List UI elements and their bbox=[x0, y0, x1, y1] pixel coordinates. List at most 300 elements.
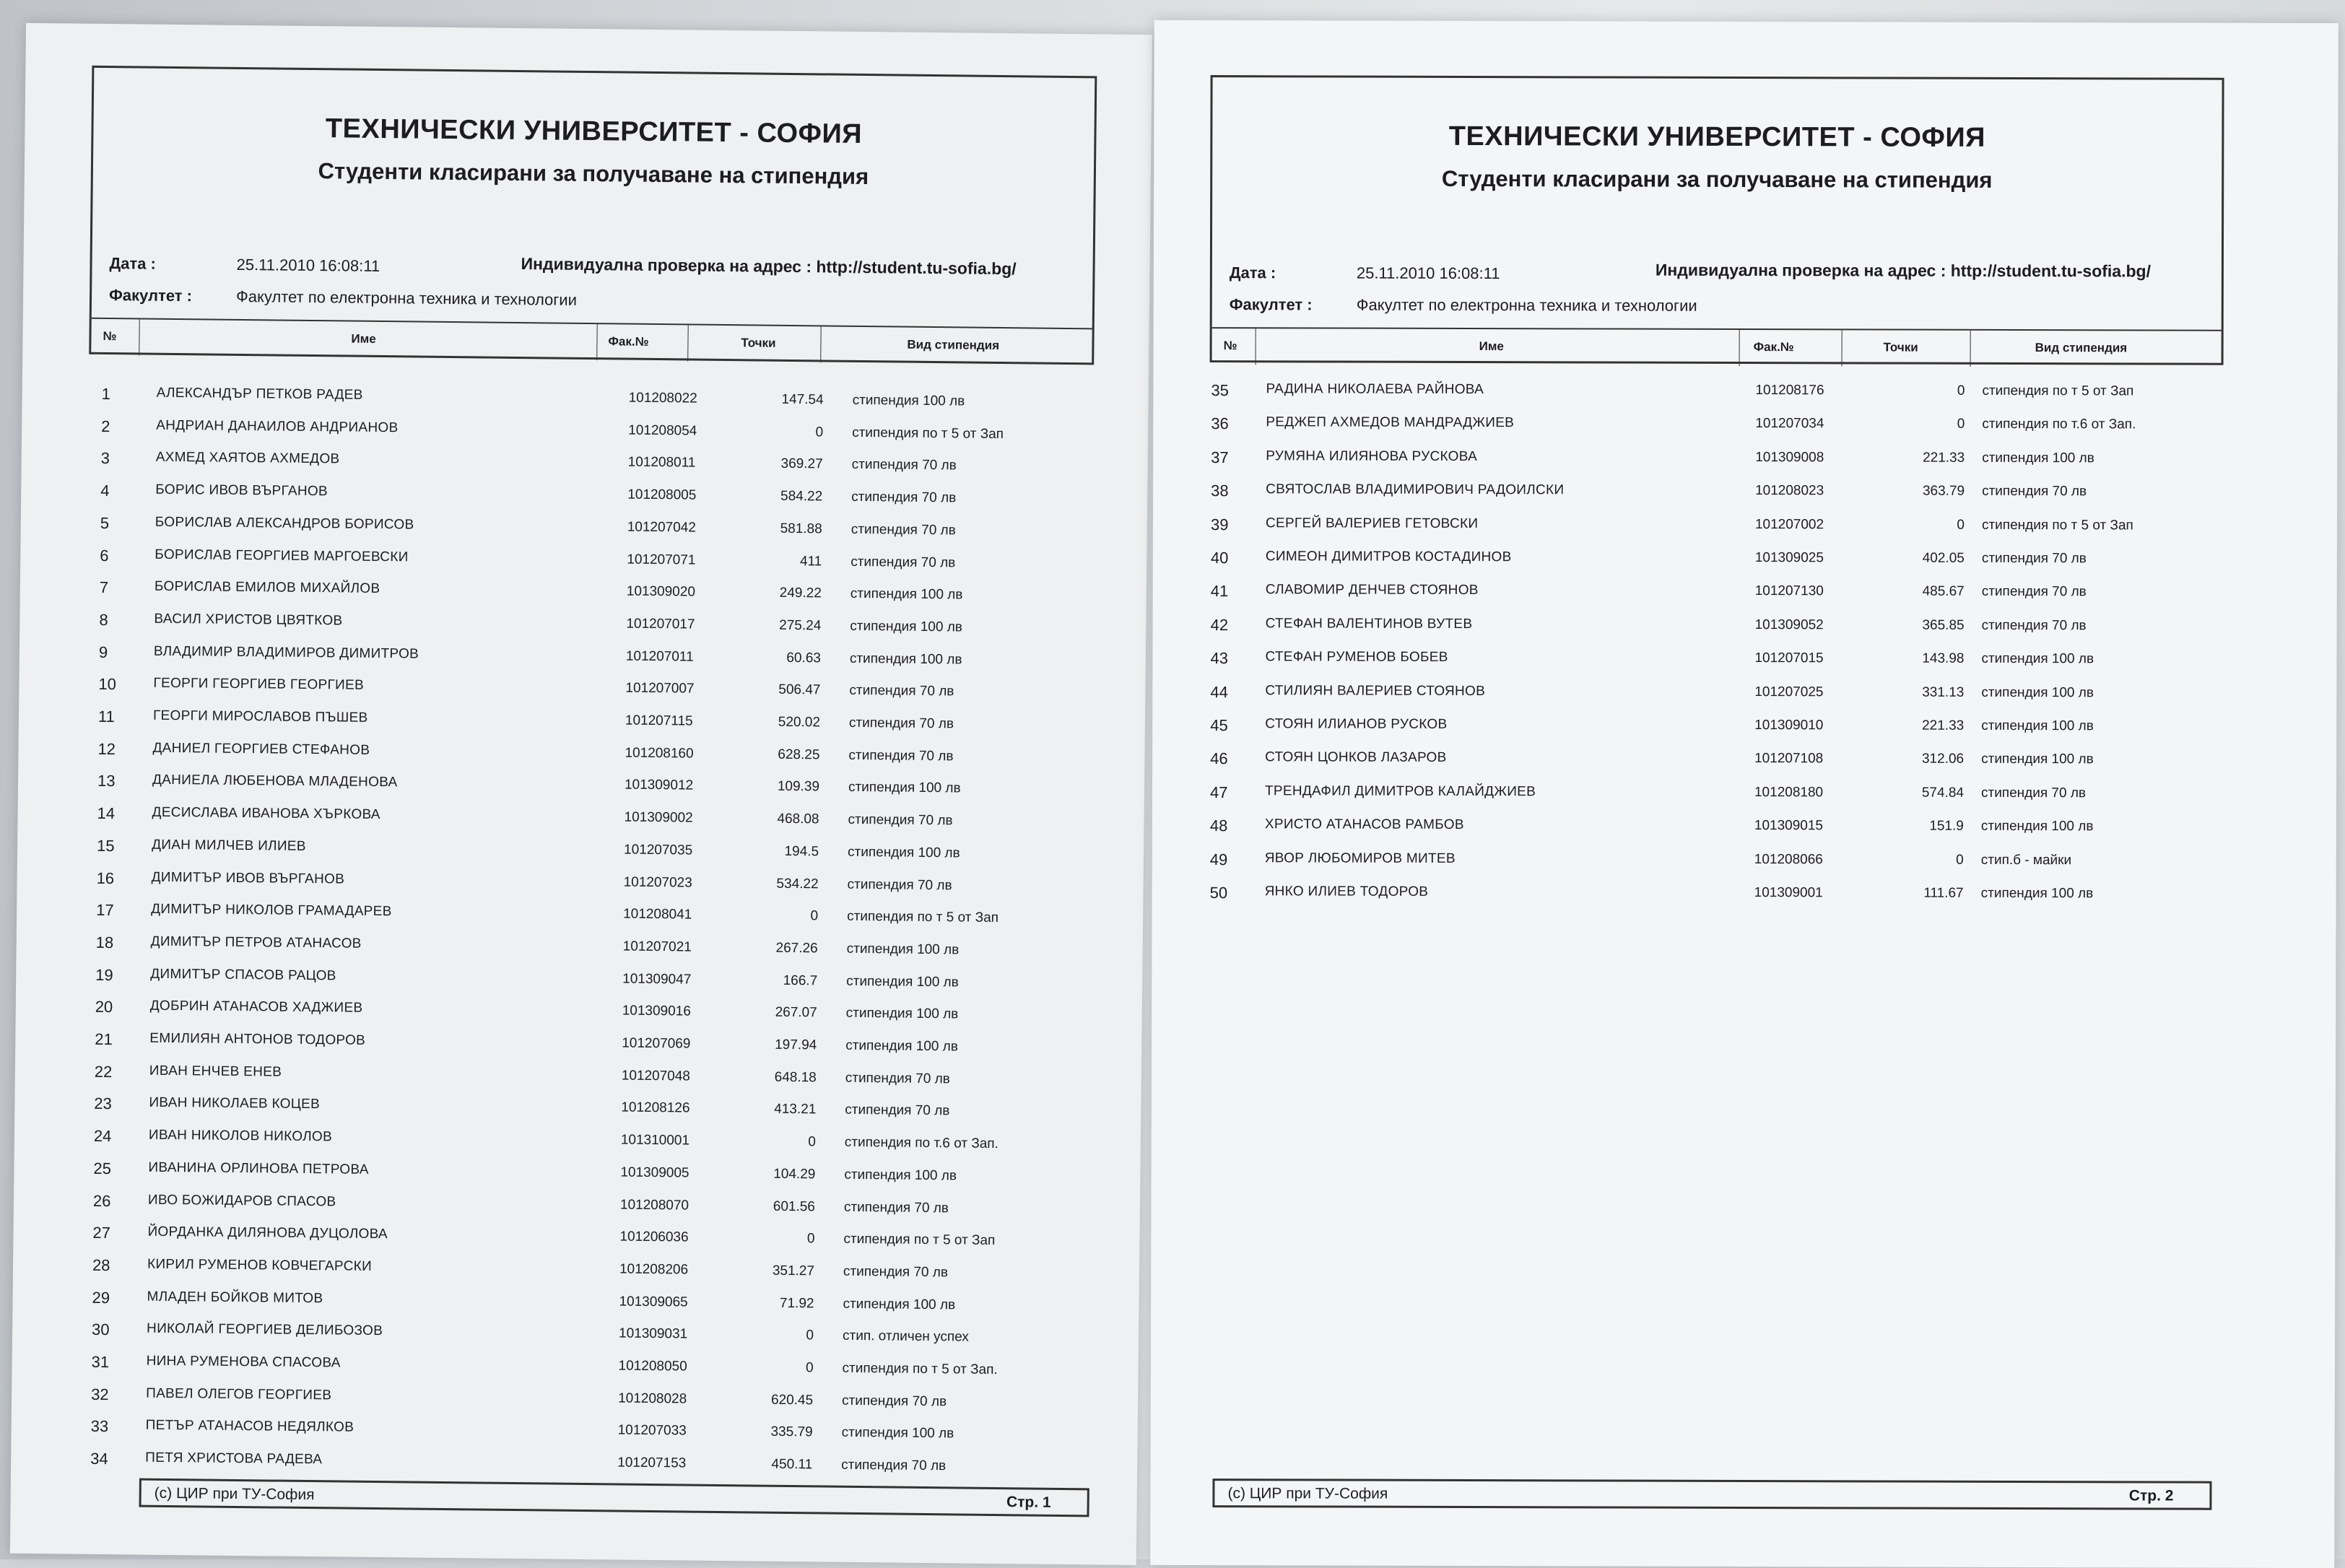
points-value: 249.22 bbox=[779, 585, 822, 601]
student-name: ДИМИТЪР СПАСОВ РАЦОВ bbox=[150, 966, 336, 983]
scholarship-type: стипендия по т 5 от Зап. bbox=[842, 1360, 998, 1378]
student-name: ГЕОРГИ МИРОСЛАВОВ ПЪШЕВ bbox=[152, 707, 368, 726]
faculty-number: 101309008 bbox=[1755, 449, 1824, 466]
faculty-number: 101309001 bbox=[1754, 885, 1823, 901]
row-number: 10 bbox=[98, 675, 117, 694]
page-2-sheet bbox=[1150, 20, 2339, 1568]
points-value: 620.45 bbox=[770, 1392, 814, 1408]
scholarship-type: стипендия 100 лв bbox=[1982, 450, 2094, 466]
faculty-number: 101207035 bbox=[623, 842, 693, 858]
student-name: СТЕФАН РУМЕНОВ БОБЕВ bbox=[1265, 649, 1448, 666]
row-number: 38 bbox=[1211, 482, 1229, 500]
faculty-number: 101208022 bbox=[628, 390, 697, 406]
scholarship-type: стипендия 100 лв bbox=[850, 586, 963, 603]
row-number: 48 bbox=[1209, 816, 1228, 835]
row-number: 25 bbox=[93, 1159, 112, 1177]
faculty-number: 101207108 bbox=[1754, 751, 1824, 767]
points-value: 221.33 bbox=[1923, 450, 1965, 466]
student-name: МЛАДЕН БОЙКОВ МИТОВ bbox=[147, 1289, 323, 1306]
student-name: ЙОРДАНКА ДИЛЯНОВА ДУЦОЛОВА bbox=[147, 1224, 388, 1242]
faculty-row bbox=[1230, 295, 2204, 317]
student-name: ИВО БОЖИДАРОВ СПАСОВ bbox=[147, 1192, 336, 1209]
points-value: 534.22 bbox=[776, 876, 819, 892]
points-value: 581.88 bbox=[780, 521, 822, 537]
points-value: 331.13 bbox=[1922, 684, 1965, 700]
scholarship-type: стипендия 100 лв bbox=[1980, 885, 2094, 902]
student-name: ГЕОРГИ ГЕОРГИЕВ ГЕОРГИЕВ bbox=[153, 676, 365, 694]
row-number: 7 bbox=[99, 578, 109, 597]
faculty-value: Факултет по електронна техника и технологии bbox=[235, 287, 578, 309]
points-value: 0 bbox=[815, 424, 824, 440]
table-row bbox=[1152, 649, 2336, 685]
student-name: БОРИСЛАВ ЕМИЛОВ МИХАЙЛОВ bbox=[154, 578, 380, 597]
points-value: 312.06 bbox=[1921, 752, 1965, 767]
row-number: 23 bbox=[94, 1094, 112, 1113]
col-points: Точки bbox=[1883, 340, 1918, 354]
student-name: СЛАВОМИР ДЕНЧЕВ СТОЯНОВ bbox=[1265, 582, 1479, 598]
faculty-number: 101208126 bbox=[621, 1099, 690, 1116]
col-no: № bbox=[1223, 339, 1237, 353]
faculty-number: 101207115 bbox=[625, 713, 693, 729]
scholarship-type: стипендия 70 лв bbox=[849, 683, 954, 700]
faculty-number: 101309012 bbox=[624, 777, 694, 793]
faculty-number: 101309005 bbox=[620, 1164, 689, 1181]
faculty-number: 101207069 bbox=[622, 1035, 691, 1052]
points-value: 267.07 bbox=[775, 1005, 817, 1021]
scholarship-type: стипендия 70 лв bbox=[1981, 550, 2087, 567]
scholarship-type: стипендия 70 лв bbox=[1981, 584, 2087, 600]
student-name: АНДРИАН ДАНАИЛОВ АНДРИАНОВ bbox=[156, 417, 399, 435]
scholarship-type: стипендия по т.6 от Зап. bbox=[844, 1134, 999, 1152]
points-value: 60.63 bbox=[786, 650, 822, 666]
row-number: 17 bbox=[96, 901, 114, 920]
student-name: АЛЕКСАНДЪР ПЕТКОВ РАДЕВ bbox=[156, 385, 363, 403]
points-value: 0 bbox=[806, 1231, 815, 1247]
student-name: ВАСИЛ ХРИСТОВ ЦВЯТКОВ bbox=[154, 611, 343, 629]
scholarship-type: стипендия 70 лв bbox=[845, 1070, 950, 1087]
student-name: ЯНКО ИЛИЕВ ТОДОРОВ bbox=[1264, 884, 1429, 900]
points-value: 506.47 bbox=[778, 682, 821, 698]
student-name: БОРИС ИВОВ ВЪРГАНОВ bbox=[155, 482, 329, 500]
student-name: ПЕТЪР АТАНАСОВ НЕДЯЛКОВ bbox=[145, 1418, 354, 1436]
points-value: 197.94 bbox=[775, 1037, 817, 1053]
points-value: 0 bbox=[1957, 517, 1965, 533]
row-number: 50 bbox=[1209, 884, 1228, 902]
row-number: 34 bbox=[90, 1449, 108, 1468]
row-number: 2 bbox=[101, 417, 110, 435]
faculty-number: 101207011 bbox=[625, 648, 694, 665]
faculty-number: 101207034 bbox=[1755, 416, 1824, 432]
student-name: АХМЕД ХАЯТОВ АХМЕДОВ bbox=[155, 450, 340, 467]
scholarship-type: стипендия 70 лв bbox=[1982, 484, 2087, 500]
points-value: 221.33 bbox=[1922, 718, 1965, 733]
faculty-number: 101208028 bbox=[618, 1390, 687, 1407]
points-value: 0 bbox=[1956, 852, 1964, 868]
points-value: 104.29 bbox=[773, 1166, 816, 1182]
scholarship-type: стипендия 100 лв bbox=[848, 780, 961, 796]
scholarship-type: стипендия по т.6 от Зап. bbox=[1982, 417, 2136, 432]
row-number: 9 bbox=[98, 643, 108, 661]
scholarship-type: стипендия 100 лв bbox=[846, 973, 959, 990]
points-value: 147.54 bbox=[781, 391, 824, 408]
col-type: Вид стипендия bbox=[2035, 341, 2128, 355]
student-name: ИВАНИНА ОРЛИНОВА ПЕТРОВА bbox=[148, 1159, 369, 1177]
faculty-number: 101207130 bbox=[1754, 583, 1824, 599]
row-number: 4 bbox=[100, 482, 110, 500]
scholarship-type: стипендия 100 лв bbox=[1981, 752, 2094, 767]
table-row bbox=[1153, 549, 2337, 585]
points-value: 335.79 bbox=[770, 1424, 813, 1440]
student-name: СТИЛИЯН ВАЛЕРИЕВ СТОЯНОВ bbox=[1265, 682, 1486, 699]
table-row bbox=[1153, 582, 2337, 618]
footer-copyright: (с) ЦИР при ТУ-София bbox=[1227, 1485, 1388, 1502]
points-value: 411 bbox=[799, 553, 822, 569]
check-address-text: Индивидуална проверка на адрес : http://student.tu-sofia.bg/ bbox=[521, 254, 1017, 279]
row-number: 1 bbox=[101, 384, 111, 404]
table-row bbox=[1152, 749, 2336, 785]
faculty-number: 101208023 bbox=[1755, 483, 1824, 499]
scholarship-type: стипендия 100 лв bbox=[845, 1037, 958, 1055]
table-row bbox=[1153, 381, 2337, 417]
faculty-number: 101207071 bbox=[627, 552, 696, 568]
row-number: 22 bbox=[94, 1062, 113, 1081]
points-value: 369.27 bbox=[780, 456, 823, 472]
scholarship-type: стипендия по т 5 от Зап bbox=[843, 1231, 996, 1249]
row-number: 32 bbox=[91, 1385, 109, 1403]
scholarship-type: стипендия 70 лв bbox=[851, 457, 957, 474]
points-value: 0 bbox=[1957, 417, 1965, 432]
faculty-number: 101309020 bbox=[626, 583, 696, 600]
points-value: 468.08 bbox=[777, 811, 819, 827]
row-number: 24 bbox=[93, 1126, 112, 1146]
row-number: 3 bbox=[100, 449, 110, 468]
scholarship-type: стипендия по т 5 от Зап bbox=[1981, 517, 2133, 533]
row-number: 5 bbox=[100, 513, 110, 532]
scholarship-type: стипендия 100 лв bbox=[852, 392, 965, 409]
student-name: СВЯТОСЛАВ ВЛАДИМИРОВИЧ РАДОИЛСКИ bbox=[1266, 482, 1565, 498]
scholarship-type: стипендия 100 лв bbox=[1980, 819, 2094, 835]
student-name: БОРИСЛАВ ГЕОРГИЕВ МАРГОЕВСКИ bbox=[155, 546, 409, 565]
student-name: НИНА РУМЕНОВА СПАСОВА bbox=[146, 1353, 341, 1371]
scholarship-type: стипендия 100 лв bbox=[841, 1425, 954, 1442]
student-name: ДИМИТЪР ПЕТРОВ АТАНАСОВ bbox=[150, 933, 362, 951]
date-value: 25.11.2010 16:08:11 bbox=[1356, 263, 1500, 283]
points-value: 267.26 bbox=[775, 940, 818, 957]
faculty-number: 101310001 bbox=[620, 1132, 690, 1149]
column-header-row bbox=[91, 318, 1092, 366]
row-number: 26 bbox=[92, 1191, 111, 1210]
student-name: ТРЕНДАФИЛ ДИМИТРОВ КАЛАЙДЖИЕВ bbox=[1264, 783, 1536, 800]
table-row bbox=[1152, 716, 2336, 752]
row-number: 27 bbox=[92, 1224, 111, 1242]
student-name: ИВАН НИКОЛАЕВ КОЦЕВ bbox=[149, 1095, 321, 1112]
row-number: 43 bbox=[1210, 649, 1229, 668]
points-value: 151.9 bbox=[1929, 818, 1964, 834]
student-name: ПАВЕЛ ОЛЕГОВ ГЕОРГИЕВ bbox=[146, 1385, 332, 1403]
student-name: СИМЕОН ДИМИТРОВ КОСТАДИНОВ bbox=[1265, 549, 1512, 565]
faculty-number: 101207002 bbox=[1754, 516, 1824, 532]
faculty-number: 101207048 bbox=[621, 1068, 691, 1084]
col-type: Вид стипендия bbox=[907, 337, 1000, 352]
student-name: ДИАН МИЛЧЕВ ИЛИЕВ bbox=[152, 837, 306, 854]
faculty-number: 101309065 bbox=[619, 1294, 688, 1310]
column-header-row bbox=[1212, 327, 2222, 367]
points-value: 275.24 bbox=[779, 617, 822, 634]
faculty-number: 101207033 bbox=[617, 1422, 687, 1439]
row-number: 35 bbox=[1211, 381, 1229, 400]
points-value: 574.84 bbox=[1921, 785, 1965, 801]
points-value: 413.21 bbox=[774, 1102, 817, 1118]
col-fac: Фак.№ bbox=[608, 334, 649, 349]
faculty-number: 101208070 bbox=[619, 1197, 689, 1214]
row-number: 13 bbox=[97, 772, 116, 790]
scholarship-type: стипендия 70 лв bbox=[843, 1199, 949, 1216]
scholarship-type: стипендия 70 лв bbox=[848, 811, 953, 829]
faculty-number: 101208011 bbox=[627, 454, 696, 471]
student-name: НИКОЛАЙ ГЕОРГИЕВ ДЕЛИБОЗОВ bbox=[147, 1320, 383, 1339]
scholarship-type: стип. отличен успех bbox=[842, 1328, 969, 1345]
scholarship-type: стипендия по т 5 от Зап bbox=[852, 424, 1004, 442]
check-address-text: Индивидуална проверка на адрес : http://student.tu-sofia.bg/ bbox=[1655, 260, 2152, 281]
scholarship-type: стипендия 70 лв bbox=[842, 1393, 947, 1409]
col-no: № bbox=[103, 328, 117, 344]
faculty-number: 101208206 bbox=[619, 1261, 689, 1278]
faculty-number: 101309025 bbox=[1754, 550, 1824, 566]
faculty-row bbox=[109, 286, 1075, 315]
row-number: 49 bbox=[1209, 850, 1228, 868]
rows-page-1 bbox=[22, 384, 1149, 1474]
student-name: ПЕТЯ ХРИСТОВА РАДЕВА bbox=[145, 1450, 323, 1468]
faculty-number: 101206036 bbox=[619, 1229, 689, 1245]
faculty-label: Факултет : bbox=[1229, 295, 1313, 314]
document-subtitle: Студенти класирани за получаване на стипендия bbox=[1441, 165, 1993, 193]
student-name: ХРИСТО АТАНАСОВ РАМБОВ bbox=[1264, 816, 1464, 833]
scholarship-type: стипендия 100 лв bbox=[849, 650, 962, 668]
faculty-number: 101207023 bbox=[623, 874, 692, 891]
student-name: ДОБРИН АТАНАСОВ ХАДЖИЕВ bbox=[149, 998, 363, 1016]
student-name: ДИМИТЪР НИКОЛОВ ГРАМАДАРЕВ bbox=[151, 901, 392, 920]
row-number: 19 bbox=[95, 965, 113, 984]
student-name: ДЕСИСЛАВА ИВАНОВА ХЪРКОВА bbox=[152, 804, 380, 823]
row-number: 33 bbox=[90, 1417, 109, 1436]
scholarship-type: стипендия 70 лв bbox=[847, 876, 952, 893]
faculty-number: 101208050 bbox=[618, 1358, 687, 1375]
points-value: 0 bbox=[805, 1360, 814, 1376]
table-row bbox=[1153, 616, 2337, 652]
faculty-label: Факултет : bbox=[108, 286, 193, 305]
scholarship-type: стипендия 70 лв bbox=[845, 1102, 950, 1119]
student-name: ДИМИТЪР ИВОВ ВЪРГАНОВ bbox=[151, 869, 345, 887]
row-number: 30 bbox=[91, 1320, 110, 1339]
scholarship-type: стипендия 100 лв bbox=[1981, 684, 2094, 700]
row-number: 47 bbox=[1209, 783, 1228, 801]
points-value: 0 bbox=[808, 1134, 816, 1150]
row-number: 39 bbox=[1210, 515, 1229, 533]
row-number: 6 bbox=[100, 546, 109, 565]
table-row bbox=[1152, 884, 2336, 920]
student-name: РЕДЖЕП АХМЕДОВ МАНДРАДЖИЕВ bbox=[1266, 414, 1515, 431]
points-value: 628.25 bbox=[778, 746, 820, 763]
points-value: 601.56 bbox=[773, 1198, 816, 1214]
scholarship-type: стипендия по т 5 от Зап bbox=[847, 908, 999, 926]
row-number: 8 bbox=[99, 610, 108, 629]
row-number: 16 bbox=[96, 868, 115, 887]
header-box bbox=[1210, 75, 2224, 365]
faculty-number: 101208054 bbox=[628, 422, 697, 439]
student-name: СТОЯН ЦОНКОВ ЛАЗАРОВ bbox=[1265, 749, 1447, 766]
row-number: 42 bbox=[1210, 615, 1229, 634]
scholarship-type: стипендия 70 лв bbox=[1981, 617, 2087, 634]
student-name: СТЕФАН ВАЛЕНТИНОВ ВУТЕВ bbox=[1265, 616, 1473, 632]
faculty-number: 101309047 bbox=[622, 971, 692, 988]
row-number: 31 bbox=[91, 1352, 110, 1372]
scholarship-type: стипендия 70 лв bbox=[848, 747, 954, 765]
faculty-number: 101208160 bbox=[625, 745, 694, 762]
col-points: Точки bbox=[741, 336, 776, 350]
scholarship-type: стипендия 70 лв bbox=[843, 1263, 949, 1281]
date-label: Дата : bbox=[109, 254, 157, 273]
date-row bbox=[109, 254, 1075, 283]
faculty-number: 101207017 bbox=[626, 616, 695, 632]
page-number: Стр. 1 bbox=[1006, 1494, 1051, 1511]
student-name: ИВАН НИКОЛОВ НИКОЛОВ bbox=[148, 1127, 333, 1145]
col-name: Име bbox=[1479, 339, 1504, 354]
scholarship-type: стипендия 100 лв bbox=[850, 618, 963, 635]
scholarship-type: стипендия 100 лв bbox=[1981, 718, 2094, 734]
student-name: ВЛАДИМИР ВЛАДИМИРОВ ДИМИТРОВ bbox=[153, 643, 419, 662]
scholarship-type: стипендия 100 лв bbox=[843, 1296, 956, 1313]
row-number: 18 bbox=[95, 933, 114, 952]
date-label: Дата : bbox=[1229, 263, 1276, 282]
points-value: 0 bbox=[810, 908, 819, 924]
faculty-number: 101207007 bbox=[625, 680, 695, 697]
table-row bbox=[1152, 816, 2336, 853]
row-number: 37 bbox=[1211, 448, 1229, 466]
points-value: 363.79 bbox=[1922, 483, 1965, 499]
faculty-number: 101208066 bbox=[1754, 851, 1823, 867]
faculty-number: 101207015 bbox=[1754, 650, 1824, 666]
row-number: 12 bbox=[97, 739, 116, 758]
faculty-number: 101309002 bbox=[624, 809, 693, 826]
faculty-number: 101207153 bbox=[617, 1455, 687, 1471]
faculty-number: 101207021 bbox=[622, 938, 692, 955]
page-number: Стр. 2 bbox=[2128, 1487, 2174, 1504]
faculty-number: 101309010 bbox=[1754, 718, 1824, 733]
faculty-number: 101309031 bbox=[618, 1325, 688, 1342]
scholarship-type: стипендия 100 лв bbox=[847, 844, 960, 861]
scholarship-type: стипендия 70 лв bbox=[850, 521, 956, 539]
points-value: 450.11 bbox=[771, 1456, 813, 1473]
points-value: 365.85 bbox=[1922, 617, 1965, 633]
row-number: 20 bbox=[95, 998, 113, 1016]
faculty-number: 101207025 bbox=[1754, 684, 1824, 700]
document-subtitle: Студенти класирани за получаване на стипендия bbox=[318, 158, 869, 190]
table-row bbox=[1152, 850, 2336, 886]
points-value: 143.98 bbox=[1922, 650, 1965, 666]
scholarship-type: стипендия по т 5 от Зап bbox=[1982, 383, 2134, 399]
table-row bbox=[1153, 482, 2337, 518]
student-name: СТОЯН ИЛИАНОВ РУСКОВ bbox=[1265, 716, 1448, 732]
points-value: 520.02 bbox=[778, 714, 821, 731]
university-title: ТЕХНИЧЕСКИ УНИВЕРСИТЕТ - СОФИЯ bbox=[325, 113, 863, 149]
student-name: ЯВОР ЛЮБОМИРОВ МИТЕВ bbox=[1264, 850, 1456, 866]
scholarship-type: стипендия 100 лв bbox=[846, 941, 960, 958]
header-box bbox=[89, 66, 1097, 365]
row-number: 40 bbox=[1210, 549, 1229, 567]
row-number: 45 bbox=[1210, 716, 1228, 735]
student-name: ДАНИЕЛА ЛЮБЕНОВА МЛАДЕНОВА bbox=[152, 772, 398, 790]
points-value: 71.92 bbox=[779, 1295, 814, 1311]
points-value: 485.67 bbox=[1922, 584, 1965, 600]
scholarship-type: стипендия 100 лв bbox=[844, 1167, 957, 1184]
table-row bbox=[1153, 448, 2337, 484]
col-name: Име bbox=[351, 331, 376, 346]
student-name: РУМЯНА ИЛИЯНОВА РУСКОВА bbox=[1266, 448, 1478, 464]
student-name: БОРИСЛАВ АЛЕКСАНДРОВ БОРИСОВ bbox=[155, 514, 414, 533]
points-value: 166.7 bbox=[783, 972, 818, 988]
faculty-number: 101309052 bbox=[1754, 617, 1824, 633]
rows-page-2 bbox=[1153, 381, 2337, 902]
table-row bbox=[1152, 783, 2336, 819]
row-number: 41 bbox=[1210, 582, 1229, 601]
date-value: 25.11.2010 16:08:11 bbox=[236, 255, 380, 275]
scholarship-type: стипендия 70 лв bbox=[848, 715, 954, 732]
faculty-value: Факултет по електронна техника и технологии bbox=[1356, 295, 1697, 315]
row-number: 21 bbox=[95, 1029, 113, 1049]
scholarship-type: стипендия 70 лв bbox=[1980, 785, 2087, 801]
faculty-number: 101208005 bbox=[627, 487, 697, 503]
student-name: ЕМИЛИЯН АНТОНОВ ТОДОРОВ bbox=[149, 1030, 366, 1048]
faculty-number: 101208180 bbox=[1754, 784, 1824, 801]
page-1-sheet bbox=[10, 23, 1152, 1565]
faculty-number: 101208176 bbox=[1755, 383, 1824, 398]
points-value: 351.27 bbox=[772, 1263, 815, 1279]
faculty-number: 101208041 bbox=[623, 906, 692, 923]
row-number: 29 bbox=[92, 1288, 110, 1307]
table-row bbox=[1153, 414, 2337, 450]
student-name: ИВАН ЕНЧЕВ ЕНЕВ bbox=[149, 1063, 282, 1080]
points-value: 584.22 bbox=[780, 488, 823, 505]
row-number: 15 bbox=[96, 836, 115, 855]
points-value: 194.5 bbox=[784, 843, 819, 860]
student-name: РАДИНА НИКОЛАЕВА РАЙНОВА bbox=[1266, 381, 1484, 398]
points-value: 0 bbox=[806, 1328, 814, 1343]
row-number: 36 bbox=[1211, 414, 1229, 433]
scholarship-type: стипендия 100 лв bbox=[845, 1006, 959, 1022]
points-value: 0 bbox=[1957, 383, 1965, 398]
table-row bbox=[1153, 515, 2337, 551]
row-number: 44 bbox=[1210, 682, 1228, 701]
row-number: 46 bbox=[1210, 749, 1228, 768]
scholarship-type: стипендия 70 лв bbox=[841, 1457, 947, 1474]
student-name: КИРИЛ РУМЕНОВ КОВЧЕГАРСКИ bbox=[147, 1256, 373, 1274]
row-number: 28 bbox=[92, 1255, 110, 1275]
scholarship-type: стипендия 70 лв bbox=[850, 554, 956, 570]
footer-copyright: (с) ЦИР при ТУ-София bbox=[154, 1484, 315, 1504]
row-number: 11 bbox=[97, 707, 115, 726]
points-value: 111.67 bbox=[1923, 885, 1964, 901]
student-name: СЕРГЕЙ ВАЛЕРИЕВ ГЕТОВСКИ bbox=[1265, 515, 1479, 531]
scholarship-type: стипендия 100 лв bbox=[1981, 651, 2094, 667]
table-row bbox=[1152, 682, 2336, 718]
faculty-number: 101207042 bbox=[627, 519, 696, 536]
faculty-number: 101309016 bbox=[622, 1003, 691, 1019]
footer-box bbox=[1212, 1478, 2211, 1510]
points-value: 648.18 bbox=[774, 1069, 817, 1086]
scholarship-type: стип.б - майки bbox=[1980, 852, 2072, 868]
date-row bbox=[1229, 260, 2204, 285]
points-value: 402.05 bbox=[1922, 550, 1965, 566]
